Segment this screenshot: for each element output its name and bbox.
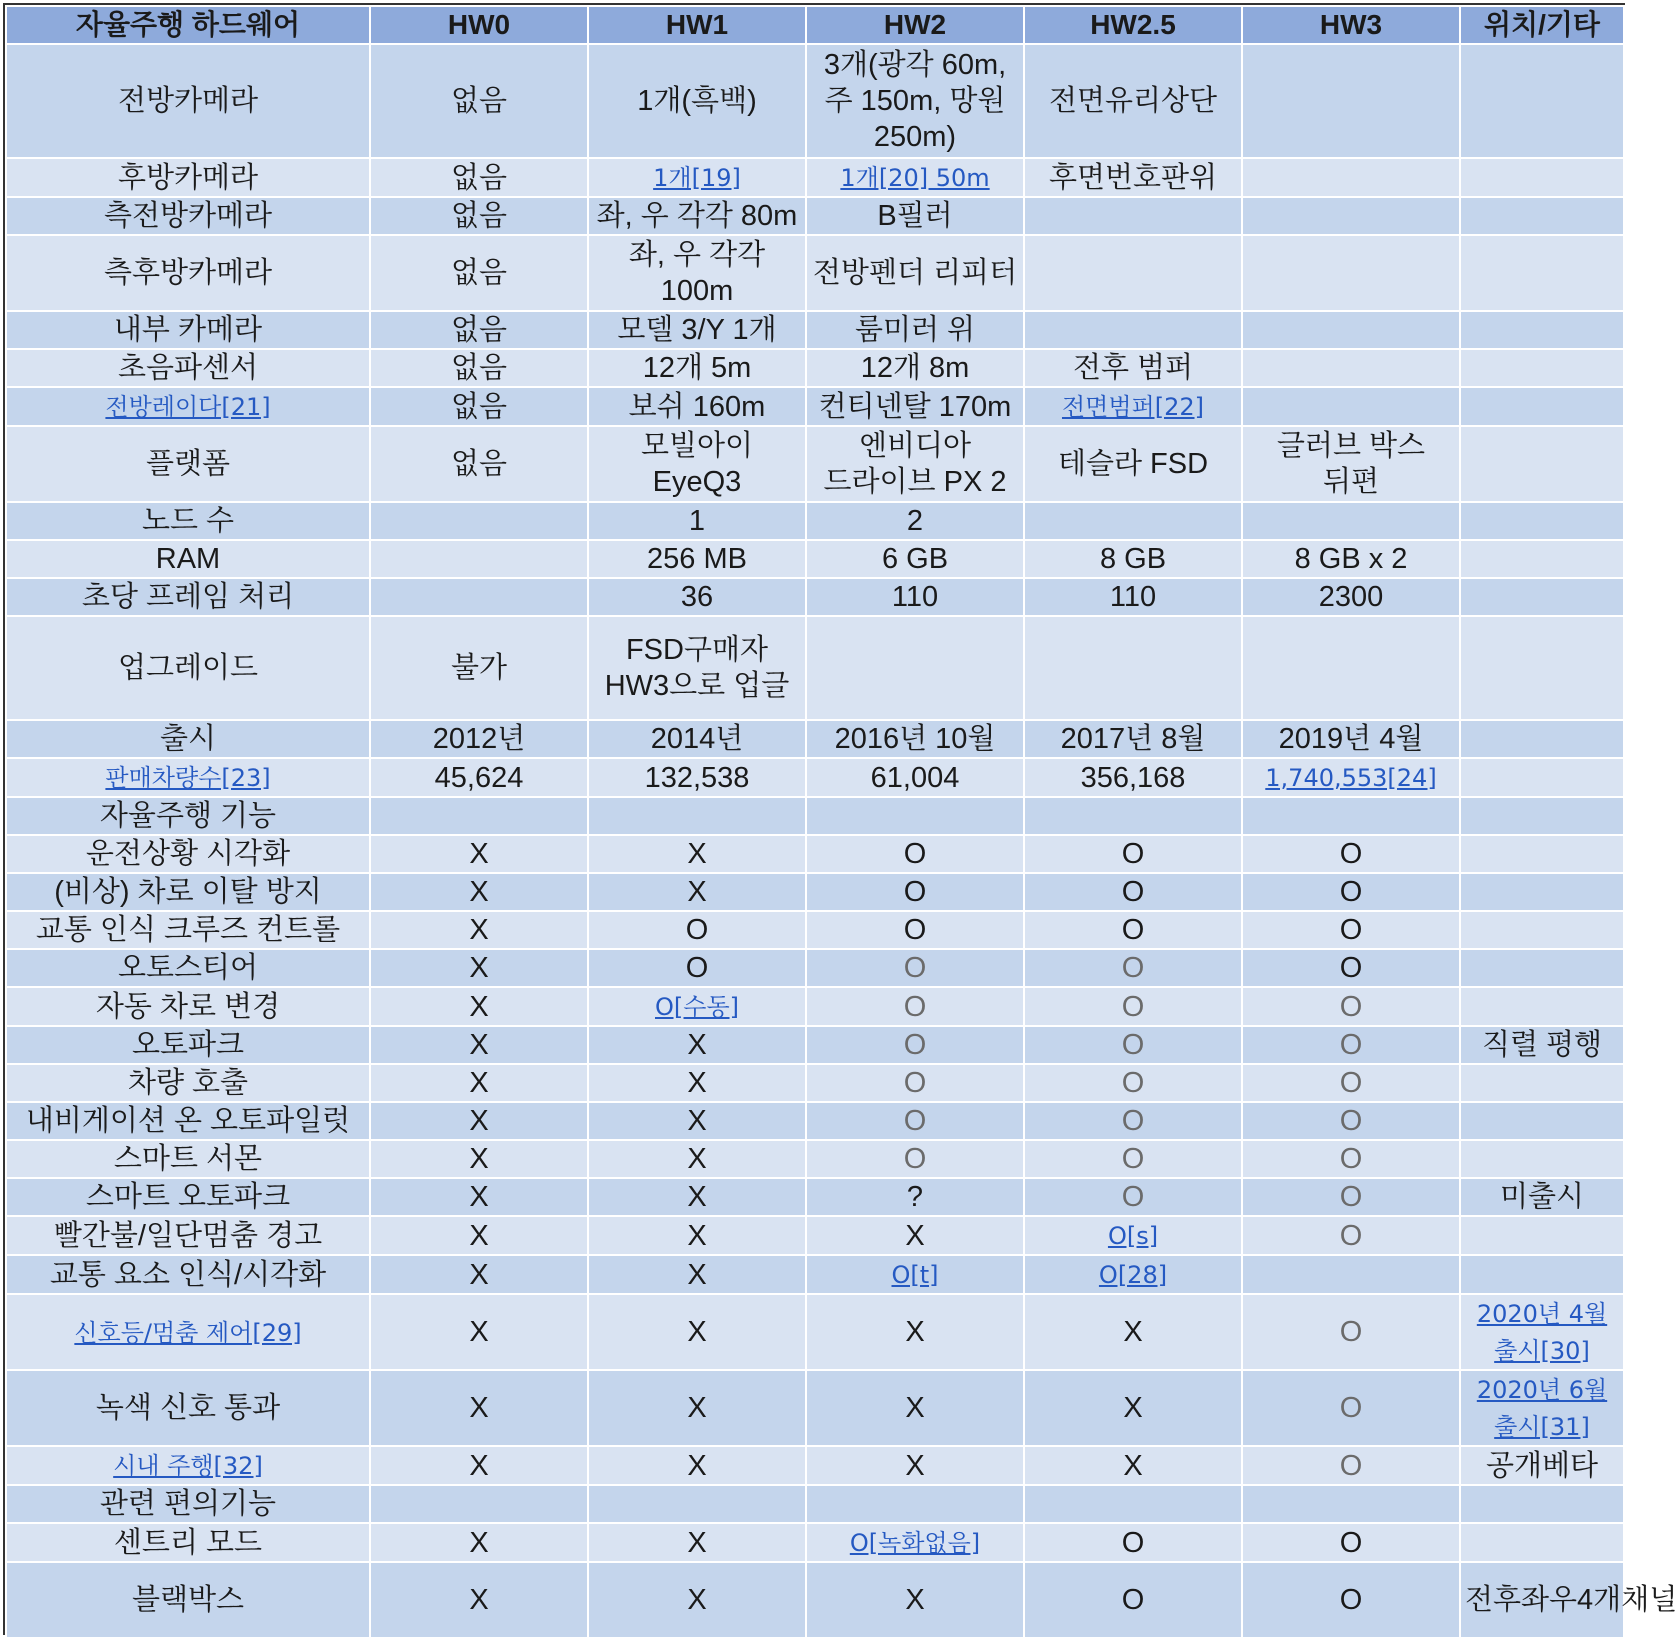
cell-hw3: O <box>1242 949 1460 987</box>
cell-hw0: X <box>370 1026 588 1064</box>
cell-hw25 <box>1024 387 1242 426</box>
cell-hw25: 110 <box>1024 578 1242 616</box>
cell-hw3: 2019년 4월 <box>1242 720 1460 758</box>
cell-hw1: 좌, 우 각각 100m <box>588 235 806 311</box>
table-row <box>6 835 1624 873</box>
cell-hw2: X <box>806 1370 1024 1446</box>
cell-feature: 오토파크 <box>6 1026 370 1064</box>
cell-hw25 <box>1024 502 1242 540</box>
cell-hw1: 1개(흑백) <box>588 44 806 158</box>
cell-hw1 <box>588 987 806 1026</box>
cell-hw1: X <box>588 1026 806 1064</box>
cell-note <box>1460 1064 1624 1102</box>
table-row <box>6 311 1624 349</box>
cell-hw0: X <box>370 1216 588 1255</box>
cell-feature: 측전방카메라 <box>6 197 370 235</box>
cell-feature: (비상) 차로 이탈 방지 <box>6 873 370 911</box>
table-row <box>6 1216 1624 1255</box>
cell-feature: 자동 차로 변경 <box>6 987 370 1026</box>
table-row <box>6 873 1624 911</box>
cell-hw0: 없음 <box>370 349 588 387</box>
cell-hw3 <box>1242 1485 1460 1523</box>
cell-hw2 <box>806 1255 1024 1294</box>
table-row <box>6 235 1624 311</box>
cell-hw2: O <box>806 987 1024 1026</box>
cell-hw25 <box>1024 1255 1242 1294</box>
cell-hw0: X <box>370 949 588 987</box>
cell-note <box>1460 1216 1624 1255</box>
reference-link[interactable]: 전방레이다[21] <box>105 393 271 421</box>
cell-note <box>1460 1140 1624 1178</box>
cell-hw0: 없음 <box>370 44 588 158</box>
cell-hw3: O <box>1242 835 1460 873</box>
cell-hw0: X <box>370 1064 588 1102</box>
cell-hw3: O <box>1242 1294 1460 1370</box>
cell-hw0: X <box>370 1255 588 1294</box>
cell-note <box>1460 720 1624 758</box>
cell-hw3: O <box>1242 1178 1460 1216</box>
cell-hw25: O <box>1024 987 1242 1026</box>
cell-feature: 빨간불/일단멈춤 경고 <box>6 1216 370 1255</box>
reference-link[interactable]: O[녹화없음] <box>849 1529 981 1557</box>
cell-hw3: 글러브 박스 뒤편 <box>1242 426 1460 502</box>
cell-hw1: O <box>588 949 806 987</box>
cell-hw25: 356,168 <box>1024 758 1242 797</box>
cell-hw0: X <box>370 873 588 911</box>
cell-note <box>1460 835 1624 873</box>
column-header-hw0: HW0 <box>370 6 588 44</box>
cell-hw0: 없음 <box>370 197 588 235</box>
reference-link[interactable]: O[t] <box>891 1261 939 1289</box>
cell-hw2: 2 <box>806 502 1024 540</box>
cell-hw3: O <box>1242 1216 1460 1255</box>
reference-link[interactable]: 1,740,553[24] <box>1265 764 1437 792</box>
reference-link[interactable]: 2020년 4월 출시[30] <box>1476 1300 1608 1365</box>
reference-link[interactable]: 판매차량수[23] <box>105 764 271 792</box>
cell-hw25: O <box>1024 1026 1242 1064</box>
cell-hw2: O <box>806 1064 1024 1102</box>
cell-feature: 초당 프레임 처리 <box>6 578 370 616</box>
cell-hw0: 2012년 <box>370 720 588 758</box>
cell-feature: 오토스티어 <box>6 949 370 987</box>
cell-note: 공개베타 <box>1460 1446 1624 1485</box>
reference-link[interactable]: O[수동] <box>655 993 739 1021</box>
cell-note <box>1460 197 1624 235</box>
cell-note <box>1460 1485 1624 1523</box>
cell-hw25: O <box>1024 1562 1242 1638</box>
cell-note <box>1460 797 1624 835</box>
cell-hw25: O <box>1024 1140 1242 1178</box>
table-row <box>6 426 1624 502</box>
cell-hw0: 없음 <box>370 311 588 349</box>
cell-note <box>1460 426 1624 502</box>
cell-hw2: 6 GB <box>806 540 1024 578</box>
cell-hw3 <box>1242 349 1460 387</box>
cell-note <box>1460 1255 1624 1294</box>
cell-note <box>1460 158 1624 197</box>
cell-note <box>1460 911 1624 949</box>
cell-hw25 <box>1024 197 1242 235</box>
header-row <box>6 6 1624 44</box>
cell-note <box>1460 349 1624 387</box>
cell-hw1: X <box>588 1178 806 1216</box>
cell-feature: 관련 편의기능 <box>6 1485 370 1523</box>
cell-hw3 <box>1242 616 1460 720</box>
table-row <box>6 387 1624 426</box>
cell-feature: 출시 <box>6 720 370 758</box>
cell-hw0: 없음 <box>370 387 588 426</box>
column-header-hw25: HW2.5 <box>1024 6 1242 44</box>
cell-hw0 <box>370 540 588 578</box>
cell-hw2: X <box>806 1562 1024 1638</box>
cell-hw2 <box>806 1485 1024 1523</box>
reference-link[interactable]: 2020년 6월 출시[31] <box>1476 1376 1608 1441</box>
cell-hw1: X <box>588 835 806 873</box>
cell-note <box>1460 616 1624 720</box>
cell-feature: 블랙박스 <box>6 1562 370 1638</box>
cell-feature: 교통 요소 인식/시각화 <box>6 1255 370 1294</box>
cell-hw0: X <box>370 835 588 873</box>
cell-hw1: X <box>588 1294 806 1370</box>
cell-note <box>1460 1370 1624 1446</box>
cell-hw1: 36 <box>588 578 806 616</box>
cell-hw25 <box>1024 1216 1242 1255</box>
table-row <box>6 44 1624 158</box>
cell-hw1: 보쉬 160m <box>588 387 806 426</box>
cell-hw1: FSD구매자 HW3으로 업글 <box>588 616 806 720</box>
cell-hw3: 2300 <box>1242 578 1460 616</box>
cell-hw1: O <box>588 911 806 949</box>
cell-note <box>1460 987 1624 1026</box>
cell-hw2 <box>806 158 1024 197</box>
cell-hw1: 12개 5m <box>588 349 806 387</box>
table-row <box>6 797 1624 835</box>
cell-hw25: 8 GB <box>1024 540 1242 578</box>
cell-hw1 <box>588 158 806 197</box>
table-row <box>6 987 1624 1026</box>
cell-hw2: 전방펜더 리피터 <box>806 235 1024 311</box>
cell-hw25 <box>1024 311 1242 349</box>
table-row <box>6 578 1624 616</box>
cell-hw0: X <box>370 911 588 949</box>
cell-feature: 내비게이션 온 오토파일럿 <box>6 1102 370 1140</box>
cell-hw3: O <box>1242 1446 1460 1485</box>
table-row <box>6 1178 1624 1216</box>
cell-hw0: X <box>370 1102 588 1140</box>
cell-hw3: O <box>1242 911 1460 949</box>
table-row <box>6 911 1624 949</box>
table-row <box>6 1446 1624 1485</box>
cell-hw3: O <box>1242 987 1460 1026</box>
cell-feature: 플랫폼 <box>6 426 370 502</box>
reference-link[interactable]: O[s] <box>1107 1222 1159 1250</box>
cell-hw2: O <box>806 949 1024 987</box>
table-row <box>6 197 1624 235</box>
cell-feature <box>6 1294 370 1370</box>
reference-link[interactable]: O[28] <box>1098 1261 1168 1289</box>
cell-hw1: 132,538 <box>588 758 806 797</box>
cell-hw25: X <box>1024 1294 1242 1370</box>
cell-hw0 <box>370 1485 588 1523</box>
cell-hw25 <box>1024 797 1242 835</box>
table-row <box>6 1370 1624 1446</box>
column-header-hw2: HW2 <box>806 6 1024 44</box>
cell-hw2 <box>806 616 1024 720</box>
table-row <box>6 1140 1624 1178</box>
table-row <box>6 1064 1624 1102</box>
column-header-hw3: HW3 <box>1242 6 1460 44</box>
cell-hw0: X <box>370 1140 588 1178</box>
cell-hw25: X <box>1024 1370 1242 1446</box>
cell-note <box>1460 44 1624 158</box>
cell-hw3 <box>1242 158 1460 197</box>
reference-link[interactable]: 신호등/멈춤 제어[29] <box>74 1318 302 1347</box>
cell-feature: 초음파센서 <box>6 349 370 387</box>
table-row <box>6 540 1624 578</box>
cell-hw0: X <box>370 1294 588 1370</box>
cell-note <box>1460 502 1624 540</box>
cell-hw0 <box>370 578 588 616</box>
table-row <box>6 1485 1624 1523</box>
cell-hw3 <box>1242 797 1460 835</box>
cell-hw0: X <box>370 1562 588 1638</box>
cell-hw25: O <box>1024 949 1242 987</box>
cell-note <box>1460 1523 1624 1562</box>
cell-hw3 <box>1242 502 1460 540</box>
cell-hw2: O <box>806 1102 1024 1140</box>
cell-hw2 <box>806 1523 1024 1562</box>
cell-hw2: X <box>806 1216 1024 1255</box>
cell-hw0 <box>370 502 588 540</box>
cell-hw3: O <box>1242 1026 1460 1064</box>
cell-hw25: X <box>1024 1446 1242 1485</box>
cell-hw2: 12개 8m <box>806 349 1024 387</box>
cell-hw2: O <box>806 1140 1024 1178</box>
cell-hw25: 전면유리상단 <box>1024 44 1242 158</box>
cell-hw3 <box>1242 235 1460 311</box>
cell-hw0: 없음 <box>370 235 588 311</box>
cell-hw2: 110 <box>806 578 1024 616</box>
cell-feature <box>6 1446 370 1485</box>
cell-feature: 노드 수 <box>6 502 370 540</box>
cell-hw1: 2014년 <box>588 720 806 758</box>
cell-hw3: O <box>1242 873 1460 911</box>
cell-hw3 <box>1242 758 1460 797</box>
cell-hw2: 룸미러 위 <box>806 311 1024 349</box>
cell-hw25: O <box>1024 873 1242 911</box>
table-row <box>6 158 1624 197</box>
cell-hw2: O <box>806 911 1024 949</box>
table-row <box>6 349 1624 387</box>
cell-hw3: O <box>1242 1102 1460 1140</box>
cell-hw25: O <box>1024 1523 1242 1562</box>
cell-feature: 후방카메라 <box>6 158 370 197</box>
table-row <box>6 1255 1624 1294</box>
cell-hw0: 불가 <box>370 616 588 720</box>
column-header-hw1: HW1 <box>588 6 806 44</box>
reference-link[interactable]: 1개[19] <box>653 164 741 192</box>
cell-feature <box>6 758 370 797</box>
cell-note <box>1460 311 1624 349</box>
cell-note: 전후좌우4개채널 <box>1460 1562 1624 1638</box>
cell-note: 미출시 <box>1460 1178 1624 1216</box>
cell-hw0 <box>370 797 588 835</box>
cell-hw0: X <box>370 987 588 1026</box>
cell-hw3: O <box>1242 1140 1460 1178</box>
cell-hw3 <box>1242 197 1460 235</box>
cell-hw1: X <box>588 1216 806 1255</box>
cell-feature: 교통 인식 크루즈 컨트롤 <box>6 911 370 949</box>
column-header-note: 위치/기타 <box>1460 6 1624 44</box>
cell-hw1 <box>588 1485 806 1523</box>
column-header-feature: 자율주행 하드웨어 <box>6 6 370 44</box>
cell-hw1 <box>588 797 806 835</box>
cell-hw1: 모델 3/Y 1개 <box>588 311 806 349</box>
cell-hw2: 2016년 10월 <box>806 720 1024 758</box>
cell-hw3: O <box>1242 1064 1460 1102</box>
cell-feature: 운전상황 시각화 <box>6 835 370 873</box>
cell-hw2: 61,004 <box>806 758 1024 797</box>
table-row <box>6 1294 1624 1370</box>
cell-hw1: X <box>588 1064 806 1102</box>
cell-hw3: O <box>1242 1523 1460 1562</box>
cell-hw1: 256 MB <box>588 540 806 578</box>
cell-hw3 <box>1242 387 1460 426</box>
cell-hw1: 1 <box>588 502 806 540</box>
cell-hw25: 후면번호판위 <box>1024 158 1242 197</box>
cell-feature <box>6 387 370 426</box>
cell-hw2: 컨티넨탈 170m <box>806 387 1024 426</box>
table-row <box>6 949 1624 987</box>
cell-note: 직렬 평행 <box>1460 1026 1624 1064</box>
cell-hw25: 테슬라 FSD <box>1024 426 1242 502</box>
cell-hw25 <box>1024 1485 1242 1523</box>
cell-feature: 자율주행 기능 <box>6 797 370 835</box>
cell-note <box>1460 387 1624 426</box>
table-row <box>6 758 1624 797</box>
cell-note <box>1460 578 1624 616</box>
cell-hw25: 2017년 8월 <box>1024 720 1242 758</box>
table-row <box>6 1562 1624 1638</box>
cell-hw25: O <box>1024 1178 1242 1216</box>
cell-note <box>1460 949 1624 987</box>
cell-hw1: X <box>588 1523 806 1562</box>
table-row <box>6 1523 1624 1562</box>
cell-hw2: X <box>806 1294 1024 1370</box>
cell-hw1: 모빌아이 EyeQ3 <box>588 426 806 502</box>
cell-hw25: O <box>1024 1102 1242 1140</box>
cell-hw2 <box>806 797 1024 835</box>
cell-hw3: O <box>1242 1562 1460 1638</box>
reference-link[interactable]: 시내 주행[32] <box>113 1452 263 1480</box>
cell-note <box>1460 235 1624 311</box>
cell-hw0: X <box>370 1523 588 1562</box>
cell-feature: 전방카메라 <box>6 44 370 158</box>
cell-hw2: O <box>806 835 1024 873</box>
cell-hw0: 없음 <box>370 426 588 502</box>
cell-feature: 센트리 모드 <box>6 1523 370 1562</box>
cell-hw25: O <box>1024 835 1242 873</box>
hardware-comparison-table <box>5 5 1677 1639</box>
cell-feature: 스마트 서몬 <box>6 1140 370 1178</box>
cell-hw3: O <box>1242 1370 1460 1446</box>
cell-hw25: O <box>1024 1064 1242 1102</box>
table-row <box>6 1102 1624 1140</box>
cell-hw3 <box>1242 311 1460 349</box>
cell-hw2: ? <box>806 1178 1024 1216</box>
cell-hw1: X <box>588 873 806 911</box>
cell-feature: RAM <box>6 540 370 578</box>
cell-hw0: X <box>370 1370 588 1446</box>
cell-hw1: X <box>588 1370 806 1446</box>
cell-hw1: X <box>588 1255 806 1294</box>
cell-hw2: B필러 <box>806 197 1024 235</box>
cell-hw1: X <box>588 1140 806 1178</box>
cell-hw1: X <box>588 1102 806 1140</box>
cell-hw0: 없음 <box>370 158 588 197</box>
cell-hw2: O <box>806 1026 1024 1064</box>
cell-hw1: X <box>588 1446 806 1485</box>
cell-hw3 <box>1242 44 1460 158</box>
cell-hw2: X <box>806 1446 1024 1485</box>
cell-hw0: 45,624 <box>370 758 588 797</box>
cell-hw2: 3개(광각 60m, 주 150m, 망원 250m) <box>806 44 1024 158</box>
cell-hw3 <box>1242 1255 1460 1294</box>
cell-feature: 측후방카메라 <box>6 235 370 311</box>
cell-hw3: 8 GB x 2 <box>1242 540 1460 578</box>
cell-note <box>1460 540 1624 578</box>
table-row <box>6 720 1624 758</box>
cell-hw25 <box>1024 616 1242 720</box>
cell-feature: 업그레이드 <box>6 616 370 720</box>
cell-hw2: 엔비디아 드라이브 PX 2 <box>806 426 1024 502</box>
cell-hw1: 좌, 우 각각 80m <box>588 197 806 235</box>
cell-feature: 내부 카메라 <box>6 311 370 349</box>
cell-note <box>1460 1294 1624 1370</box>
reference-link[interactable]: 1개[20] 50m <box>840 164 990 192</box>
cell-hw0: X <box>370 1178 588 1216</box>
cell-feature: 스마트 오토파크 <box>6 1178 370 1216</box>
cell-feature: 녹색 신호 통과 <box>6 1370 370 1446</box>
cell-hw25: O <box>1024 911 1242 949</box>
cell-hw2: O <box>806 873 1024 911</box>
reference-link[interactable]: 전면범퍼[22] <box>1061 393 1204 421</box>
cell-note <box>1460 873 1624 911</box>
cell-feature: 차량 호출 <box>6 1064 370 1102</box>
table-row <box>6 616 1624 720</box>
cell-hw25: 전후 범퍼 <box>1024 349 1242 387</box>
table-row <box>6 1026 1624 1064</box>
cell-hw0: X <box>370 1446 588 1485</box>
cell-note <box>1460 758 1624 797</box>
table-row <box>6 502 1624 540</box>
cell-note <box>1460 1102 1624 1140</box>
cell-hw25 <box>1024 235 1242 311</box>
spec-table-frame <box>3 3 1677 1635</box>
cell-hw1: X <box>588 1562 806 1638</box>
